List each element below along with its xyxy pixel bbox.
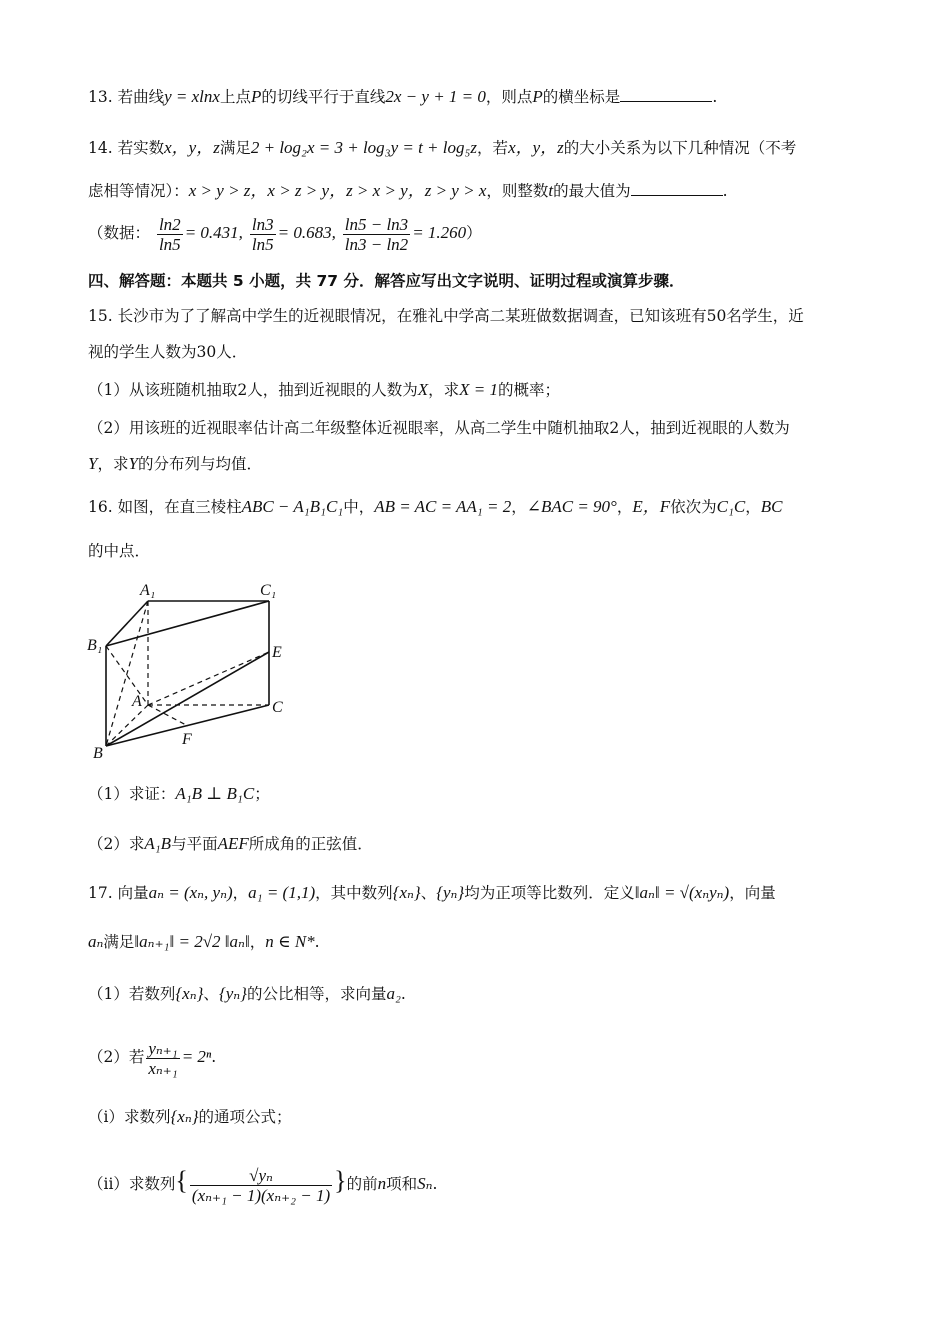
edge-b1c1 xyxy=(106,601,269,646)
question-17-part-1: （1）若数列{xₙ}、{yₙ}的公比相等，求向量a₂. xyxy=(88,984,406,1003)
label-e: E xyxy=(272,644,282,661)
question-14-data: （数据： $\frac{\ln 2}{\ln 5}$ = 0.431, $\frac{\ln 3}{\ln 5}$ = 0.683, $\frac{\ln 5 - \ln 3}{\ln 3 - \ln 2}$ = 1.260） xyxy=(88,214,482,254)
question-15-part-2-line-2: Y，求Y的分布列与均值． xyxy=(88,454,262,473)
answer-blank[interactable] xyxy=(631,181,723,196)
label-c: C xyxy=(272,699,283,716)
question-15-line-2: 视的学生人数为30人． xyxy=(88,343,248,361)
question-15-part-1: （1）从该班随机抽取2人，抽到近视眼的人数为X，求X = 1的概率； xyxy=(88,380,561,399)
question-13: 13. 若曲线y = xlnx上点P的切线平行于直线2x − y + 1 = 0，则点P的横坐标是 . xyxy=(88,87,718,106)
question-16-part-1: （1）求证：A₁B ⊥ B₁C； xyxy=(88,784,270,803)
label-c1: C₁ xyxy=(260,582,277,599)
answer-blank[interactable] xyxy=(620,87,712,102)
question-17-part-2-i: （i）求数列{xₙ}的通项公式； xyxy=(88,1107,292,1126)
segment-ae xyxy=(148,652,269,705)
fraction: $\frac{\text{√yₙ}}{\text{(xₙ₊₁ − 1)(xₙ₊₂ − 1)}}$ xyxy=(191,1165,331,1205)
fraction: $\frac{\ln 5 - \ln 3}{\ln 3 - \ln 2}$ xyxy=(344,214,409,254)
fraction: $\frac{\ln 2}{\ln 5}$ xyxy=(158,214,181,254)
question-17-line-1: 17. 向量aₙ = (xₙ, yₙ)，a₁ = (1,1)，其中数列{xₙ}、{yₙ}均为正项等比数列．定义‖aₙ‖ = √(xₙyₙ)，向量 xyxy=(88,883,776,902)
question-17-part-2: （2）若 $\frac{\text{yₙ₊₁}}{\text{xₙ₊₁}}$ = 2ⁿ. xyxy=(88,1038,217,1078)
section-heading: 四、解答题：本题共 5 小题，共 77 分．解答应写出文字说明、证明过程或演算步骤． xyxy=(88,272,685,290)
question-16-line-2: 的中点． xyxy=(88,542,151,560)
label-a: A xyxy=(132,693,142,710)
fraction: $\frac{\text{yₙ₊₁}}{\text{xₙ₊₁}}$ xyxy=(148,1038,178,1078)
fraction: $\frac{\ln 3}{\ln 5}$ xyxy=(251,214,274,254)
question-17-line-2: aₙ满足‖aₙ₊₁‖ = 2√2 ‖aₙ‖，n ∈ N*. xyxy=(88,932,320,951)
label-b1: B₁ xyxy=(87,637,103,654)
prism-diagram xyxy=(84,578,304,763)
question-16-line-1: 16. 如图，在直三棱柱ABC − A₁B₁C₁中，AB = AC = AA₁ = 2，∠BAC = 90°，E，F依次为C₁C，BC xyxy=(88,497,783,516)
question-16-part-2: （2）求A₁B与平面AEF所成角的正弦值． xyxy=(88,834,373,853)
label-f: F xyxy=(182,731,192,748)
question-15-part-2-line-1: （2）用该班的近视眼率估计高二年级整体近视眼率，从高二学生中随机抽取2人，抽到近视眼的人数为 xyxy=(88,419,790,437)
question-17-part-2-ii: （ii）求数列{ $\frac{\text{√yₙ}}{\text{(xₙ₊₁ − 1)(xₙ₊₂ − 1)}}$ }的前n项和Sₙ. xyxy=(88,1165,438,1205)
label-a1: A₁ xyxy=(140,582,156,599)
question-15-line-1: 15. 长沙市为了了解高中学生的近视眼情况，在雅礼中学高二某班做数据调查，已知该班有50名学生，近 xyxy=(88,307,804,325)
edge-b1a1 xyxy=(106,601,148,646)
label-b: B xyxy=(93,745,103,762)
question-14-line-2: 虑相等情况）：x > y > z，x > z > y，z > x > y，z > y > x，则整数t的最大值为 . xyxy=(88,181,728,200)
question-14-line-1: 14. 若实数x，y，z满足2 + log₂x = 3 + log₃y = t + log₅z，若x，y，z的大小关系为以下几种情况（不考 xyxy=(88,138,797,157)
segment-af xyxy=(148,705,188,726)
